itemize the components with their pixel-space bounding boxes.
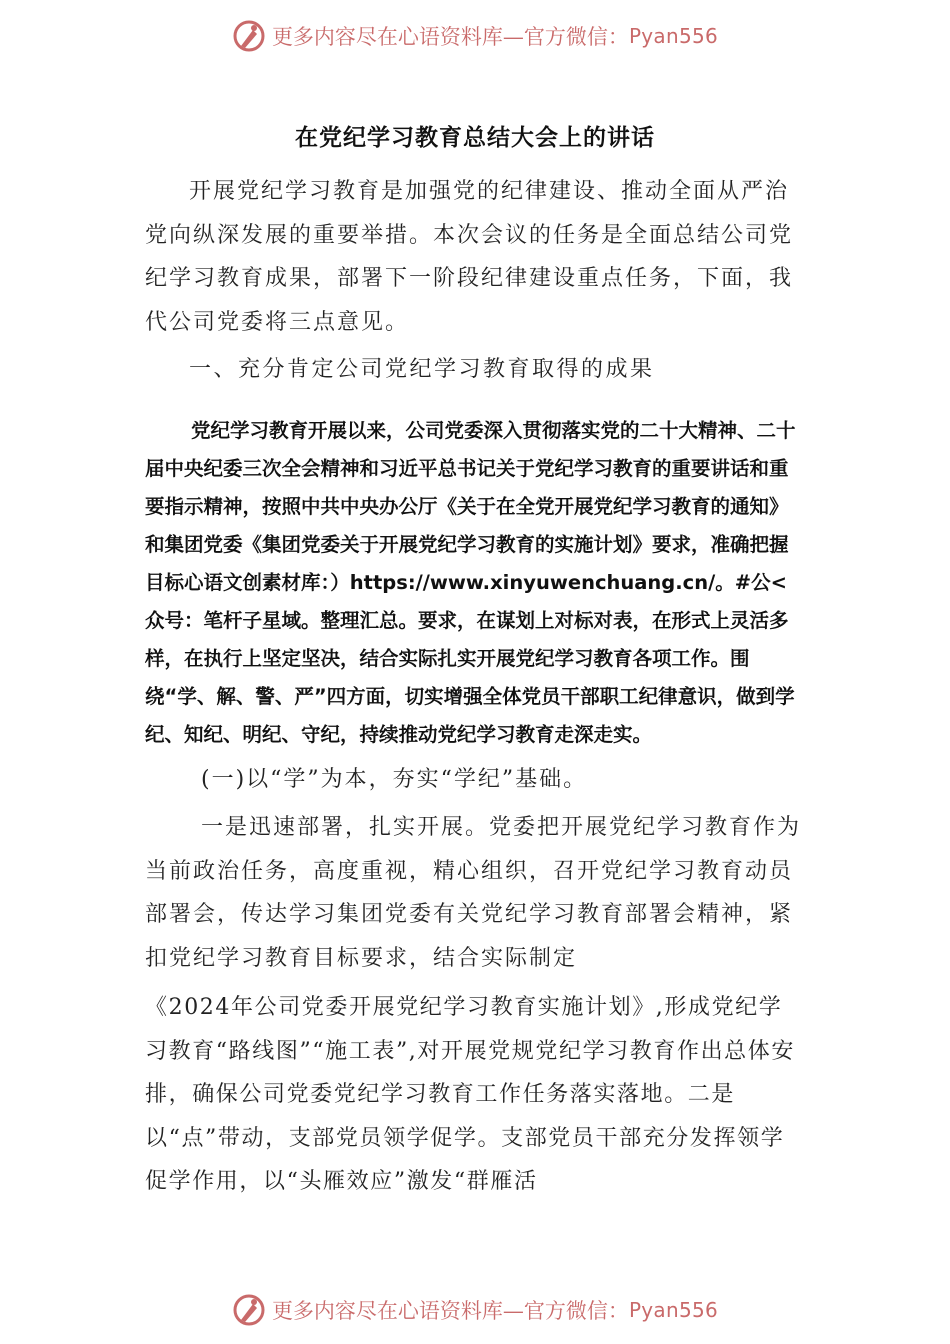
watermark-text: 更多内容尽在心语资料库—官方微信： <box>271 1299 629 1323</box>
section-body-paragraph: 党纪学习教育开展以来，公司党委深入贯彻落实党的二十大精神、二十届中央纪委三次全会精神和习近平总书记关于党纪学习教育的重要讲话和重要指示精神，按照中共中央办公厅《关于在全党开展党纪学习教育的通知》和集团党委《集团党委关于开展党纪学习教育的实施计划》要求，准确把握目标心语文创素材库：）https://www.xinyuwenchuang.cn/。#公<众号：笔杆子星域。整理汇总。要求，在谋划上对标对表，在形式上灵活多样，在执行上坚定坚决，结合实际扎实开展党纪学习教育各项工作。围绕“学、解、警、严”四方面，切实增强全体党员干部职工纪律意识，做到学纪、知纪、明纪、守纪，持续推动党纪学习教育走深走实。 <box>145 419 796 746</box>
section-heading: 一、充分肯定公司党纪学习教育取得的成果 <box>189 357 655 382</box>
subsection-heading: (一)以“学”为本，夯实“学纪”基础。 <box>201 767 588 792</box>
watermark-wechat-id: Pyan556 <box>628 24 719 48</box>
watermark-text: 更多内容尽在心语资料库—官方微信： <box>271 25 629 49</box>
document-body <box>145 116 805 1204</box>
pen-nib-circle-icon <box>232 1293 266 1327</box>
subsection-paragraph-continued: 《2024年公司党委开展党纪学习教育实施计划》,形成党纪学习教育“路线图”“施工表”,对开展党规党纪学习教育作出总体安排，确保公司党委党纪学习教育工作任务落实落地。二是以“点”带动，支部党员领学促学。支部党员干部充分发挥领学促学作用，以“头雁效应”激发“群雁活 <box>145 995 795 1194</box>
watermark-wechat-id: Pyan556 <box>628 1298 719 1322</box>
document-title: 在党纪学习教育总结大会上的讲话 <box>295 125 655 151</box>
watermark-header <box>0 16 950 56</box>
watermark-footer <box>0 1290 950 1330</box>
subsection-paragraph: 一是迅速部署，扎实开展。党委把开展党纪学习教育作为当前政治任务，高度重视，精心组织，召开党纪学习教育动员部署会，传达学习集团党委有关党纪学习教育部署会精神，紧扣党纪学习教育目标要求，结合实际制定 <box>145 815 802 971</box>
pen-nib-circle-icon <box>232 19 266 53</box>
intro-paragraph: 开展党纪学习教育是加强党的纪律建设、推动全面从严治党向纵深发展的重要举措。本次会议的任务是全面总结公司党纪学习教育成果，部署下一阶段纪律建设重点任务，下面，我代公司党委将三点意见。 <box>145 179 794 335</box>
